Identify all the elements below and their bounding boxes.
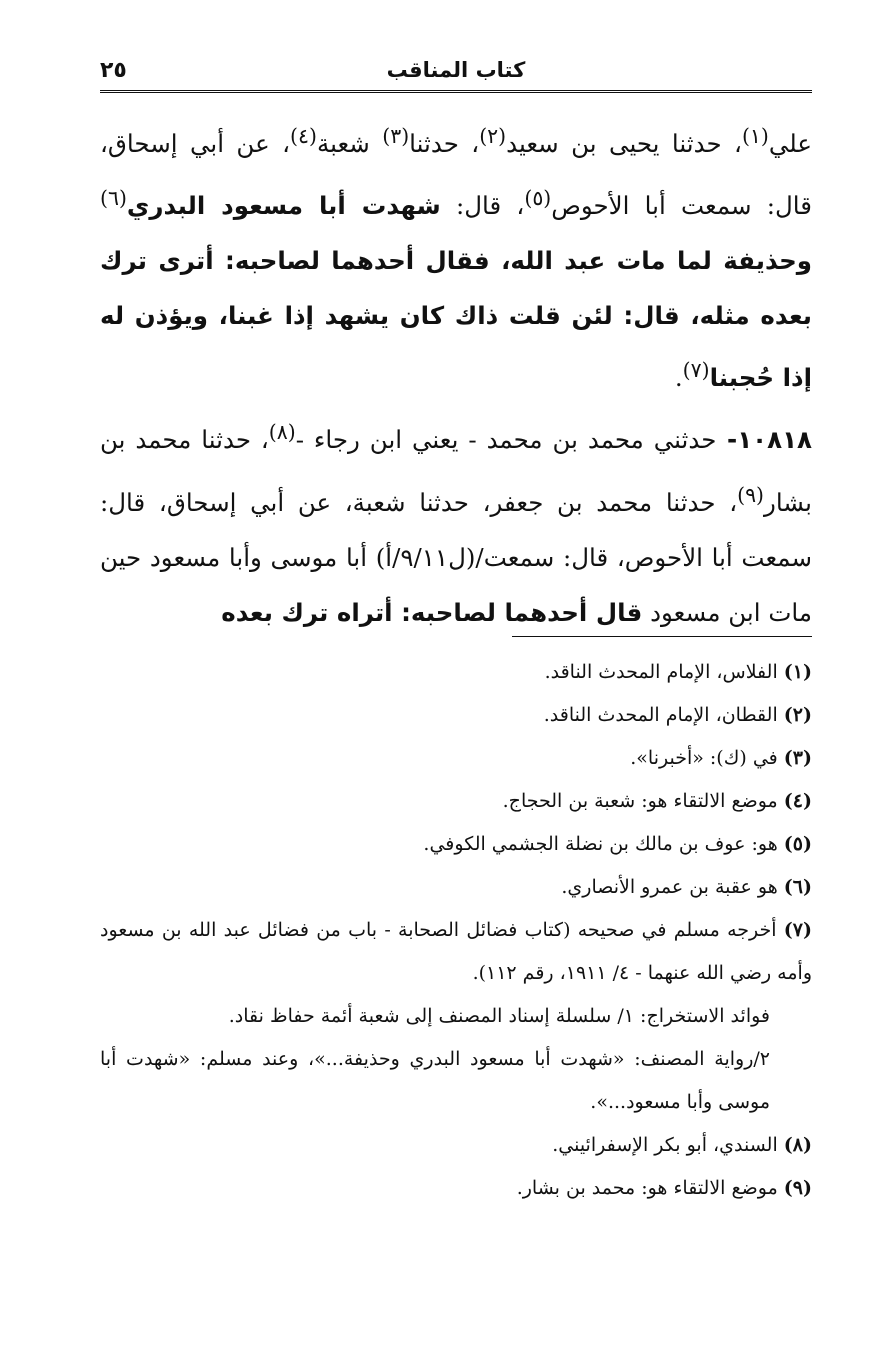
bold-text: قال أحدهما لصاحبه: أتراه ترك بعده: [221, 597, 643, 627]
text: علي: [768, 129, 812, 159]
footnote: (٤) موضع الالتقاء هو: شعبة بن الحجاج.: [502, 790, 812, 812]
footnote: (٥) هو: عوف بن مالك بن نضلة الجشمي الكوفي.: [423, 833, 812, 855]
footnote-ref: (٨): [268, 420, 296, 445]
footnote-ref: (٣): [382, 124, 410, 148]
footnotes: [100, 636, 812, 1210]
paragraph-1: [100, 109, 812, 405]
footnote: (٢) القطان، الإمام المحدث الناقد.: [543, 704, 812, 726]
text: ، عن أبي إسحاق، قال: سمعت أبا الأحوص: [100, 129, 812, 221]
text: ، قال:: [440, 191, 525, 221]
text: .: [674, 363, 683, 393]
footnote-ref: (٤): [290, 124, 317, 148]
footnote: (١) الفلاس، الإمام المحدث الناقد.: [544, 661, 812, 683]
text: شعبة: [316, 129, 383, 159]
main-text: [100, 109, 812, 640]
footnote-continuation: فوائد الاستخراج: ١/ سلسلة إسناد المصنف إلى شعبة أئمة حفاظ نقاد.: [228, 1005, 770, 1027]
book-title: كتاب المناقب: [386, 58, 526, 82]
footnote-ref: (٩): [737, 482, 765, 507]
footnote: (٣) في (ك): «أخبرنا».: [630, 747, 812, 769]
page-header: [100, 58, 812, 93]
footnote: (٩) موضع الالتقاء هو: محمد بن بشار.: [516, 1177, 812, 1199]
text: ، حدثنا محمد بن جعفر، حدثنا شعبة، عن أبي إسحاق، قال: سمعت أبا الأحوص، قال: سمعت/(ل٩/١١/أ) أبا موسى وأبا مسعود حين مات ابن مسعود: [100, 487, 812, 627]
footnote: (٧) أخرجه مسلم في صحيحه (كتاب فضائل الصحابة - باب من فضائل عبد الله بن مسعود وأمه رضي الله عنهما - ٤/ ١٩١١، رقم ١١٢).: [100, 919, 812, 984]
footnote: (٨) السندي، أبو بكر الإسفرائيني.: [552, 1134, 812, 1156]
footnote-ref: (١): [741, 124, 769, 148]
footnote-continuation: ٢/رواية المصنف: «شهدت أبا مسعود البدري وحذيفة...»، وعند مسلم: «شهدت أبا موسى وأبا مسعود...».: [100, 1048, 770, 1113]
hadith-number: ١٠٨١٨: [737, 425, 812, 455]
text: ، حدثنا محمد بن بشار: [100, 425, 812, 517]
footnote-ref: (٢): [479, 124, 507, 148]
footnote-ref: (٥): [524, 186, 552, 211]
footnote-ref: (٧): [682, 358, 710, 383]
bold-text: شهدت أبا مسعود البدري: [126, 191, 441, 221]
footnote: (٦) هو عقبة بن عمرو الأنصاري.: [561, 876, 812, 898]
page: [100, 58, 812, 1199]
paragraph-2: [100, 405, 812, 639]
footnote-ref: (٦): [100, 186, 127, 211]
text: ، حدثنا: [409, 129, 480, 159]
text: حدثني محمد بن محمد - يعني ابن رجاء -: [295, 425, 717, 455]
page-number: ٢٥: [100, 58, 127, 83]
dash: -: [716, 425, 738, 455]
footnote-separator: [512, 636, 812, 637]
text: ، حدثنا يحيى بن سعيد: [506, 129, 742, 159]
bold-text: وحذيفة لما مات عبد الله، فقال أحدهما لصاحبه: أترى ترك بعده مثله، قال: لئن قلت ذاك كان يشهد إذا غبنا، ويؤذن له إذا حُجبنا: [100, 246, 812, 393]
